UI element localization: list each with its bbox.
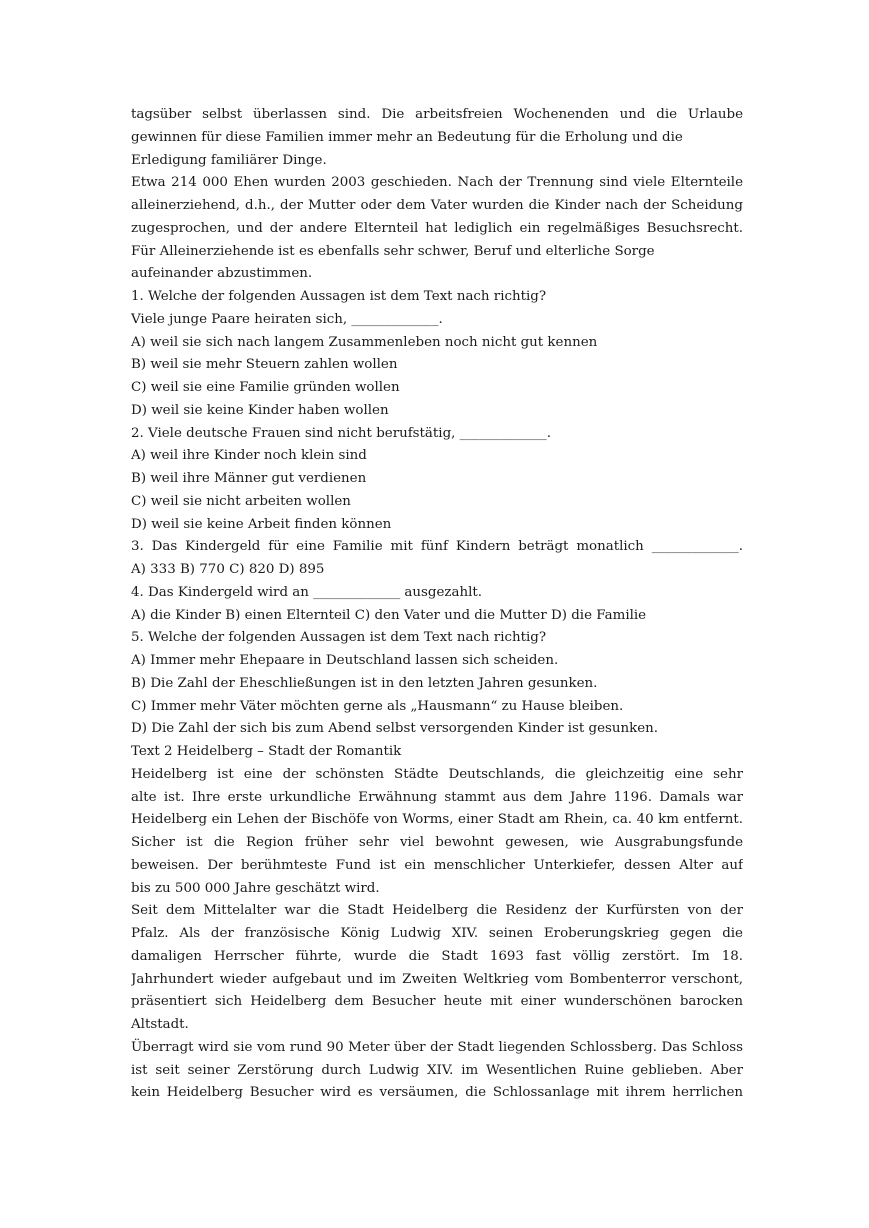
text-line: Heidelberg ist eine der schönsten Städte Deutschlands, die gleichzeitig eine sehr — [131, 766, 743, 782]
text-line: präsentiert sich Heidelberg dem Besucher heute mit einer wunderschönen barocken — [131, 994, 743, 1010]
text-line: alleinerziehend, d.h., der Mutter oder dem Vater wurden die Kinder nach der Scheidung — [131, 198, 743, 213]
document-page — [131, 104, 743, 1105]
text-line: A) weil sie sich nach langem Zusammenleben noch nicht gut kennen — [131, 334, 598, 350]
text-line: Überragt wird sie vom rund 90 Meter über der Stadt liegenden Schlossberg. Das Schloss — [131, 1039, 743, 1055]
text-line: Pfalz. Als der französische König Ludwig XIV. seinen Eroberungskrieg gegen die — [131, 926, 743, 941]
text-line: B) weil sie mehr Steuern zahlen wollen — [131, 357, 398, 373]
text-line: D) weil sie keine Kinder haben wollen — [131, 402, 389, 418]
text-line: Etwa 214 000 Ehen wurden 2003 geschieden. Nach der Trennung sind viele Elternteile — [131, 175, 743, 191]
text-line: C) Immer mehr Väter möchten gerne als „Hausmann“ zu Hause bleiben. — [131, 698, 624, 714]
text-line: D) Die Zahl der sich bis zum Abend selbst versorgenden Kinder ist gesunken. — [131, 721, 659, 737]
text-line: C) weil sie eine Familie gründen wollen — [131, 380, 400, 395]
text-line: 1. Welche der folgenden Aussagen ist dem Text nach richtig? — [131, 289, 547, 304]
text-line: damaligen Herrscher führte, wurde die Stadt 1693 fast völlig zerstört. Im 18. — [131, 948, 743, 964]
text-line: Heidelberg ein Lehen der Bischöfe von Worms, einer Stadt am Rhein, ca. 40 km entfernt. — [131, 812, 743, 828]
text-line: Altstadt. — [131, 1017, 189, 1032]
text-line: zugesprochen, und der andere Elternteil hat lediglich ein regelmäßiges Besuchsrecht. — [131, 220, 743, 236]
text-line: tagsüber selbst überlassen sind. Die arbeitsfreien Wochenenden und die Urlaube — [131, 107, 743, 122]
text-line: bis zu 500 000 Jahre geschätzt wird. — [131, 880, 380, 896]
text-line: D) weil sie keine Arbeit finden können — [131, 516, 392, 532]
text-line: 4. Das Kindergeld wird an _____________ ausgezahlt. — [131, 584, 482, 600]
text-line: beweisen. Der berühmteste Fund ist ein menschlicher Unterkiefer, dessen Alter auf — [131, 857, 743, 873]
text-line: Sicher ist die Region früher sehr viel bewohnt gewesen, wie Ausgrabungsfunde — [131, 835, 743, 850]
text-line: 2. Viele deutsche Frauen sind nicht berufstätig, _____________. — [131, 425, 551, 441]
text-line: A) weil ihre Kinder noch klein sind — [131, 448, 367, 464]
text-line: 3. Das Kindergeld für eine Familie mit fünf Kindern beträgt monatlich _____________. — [131, 539, 743, 555]
text-line: 5. Welche der folgenden Aussagen ist dem Text nach richtig? — [131, 630, 547, 646]
text-line: alte ist. Ihre erste urkundliche Erwähnung stammt aus dem Jahre 1196. Damals war — [131, 789, 743, 805]
text-line: B) Die Zahl der Eheschließungen ist in den letzten Jahren gesunken. — [131, 675, 598, 691]
text-line: gewinnen für diese Familien immer mehr an Bedeutung für die Erholung und die — [131, 129, 683, 145]
text-line: Jahrhundert wieder aufgebaut und im Zweiten Weltkrieg vom Bombenterror verschont, — [131, 971, 743, 987]
text-line: C) weil sie nicht arbeiten wollen — [131, 493, 351, 509]
text-line: Viele junge Paare heiraten sich, _____________. — [131, 311, 443, 327]
text-line: A) Immer mehr Ehepaare in Deutschland lassen sich scheiden. — [131, 653, 559, 668]
text-line: Seit dem Mittelalter war die Stadt Heidelberg die Residenz der Kurfürsten von der — [131, 903, 743, 919]
text-line: A) die Kinder B) einen Elternteil C) den Vater und die Mutter D) die Familie — [131, 607, 647, 623]
text-line: Text 2 Heidelberg – Stadt der Romantik — [131, 744, 402, 759]
text-line: B) weil ihre Männer gut verdienen — [131, 471, 367, 486]
text-line: Für Alleinerziehende ist es ebenfalls sehr schwer, Beruf und elterliche Sorge — [131, 243, 655, 259]
text-line: A) 333 B) 770 C) 820 D) 895 — [131, 562, 325, 577]
text-line: ist seit seiner Zerstörung durch Ludwig XIV. im Wesentlichen Ruine geblieben. Aber — [131, 1062, 743, 1078]
text-line: aufeinander abzustimmen. — [131, 266, 313, 282]
text-line: kein Heidelberg Besucher wird es versäumen, die Schlossanlage mit ihrem herrlichen — [131, 1085, 743, 1101]
text-line: Erledigung familiärer Dinge. — [131, 152, 327, 168]
